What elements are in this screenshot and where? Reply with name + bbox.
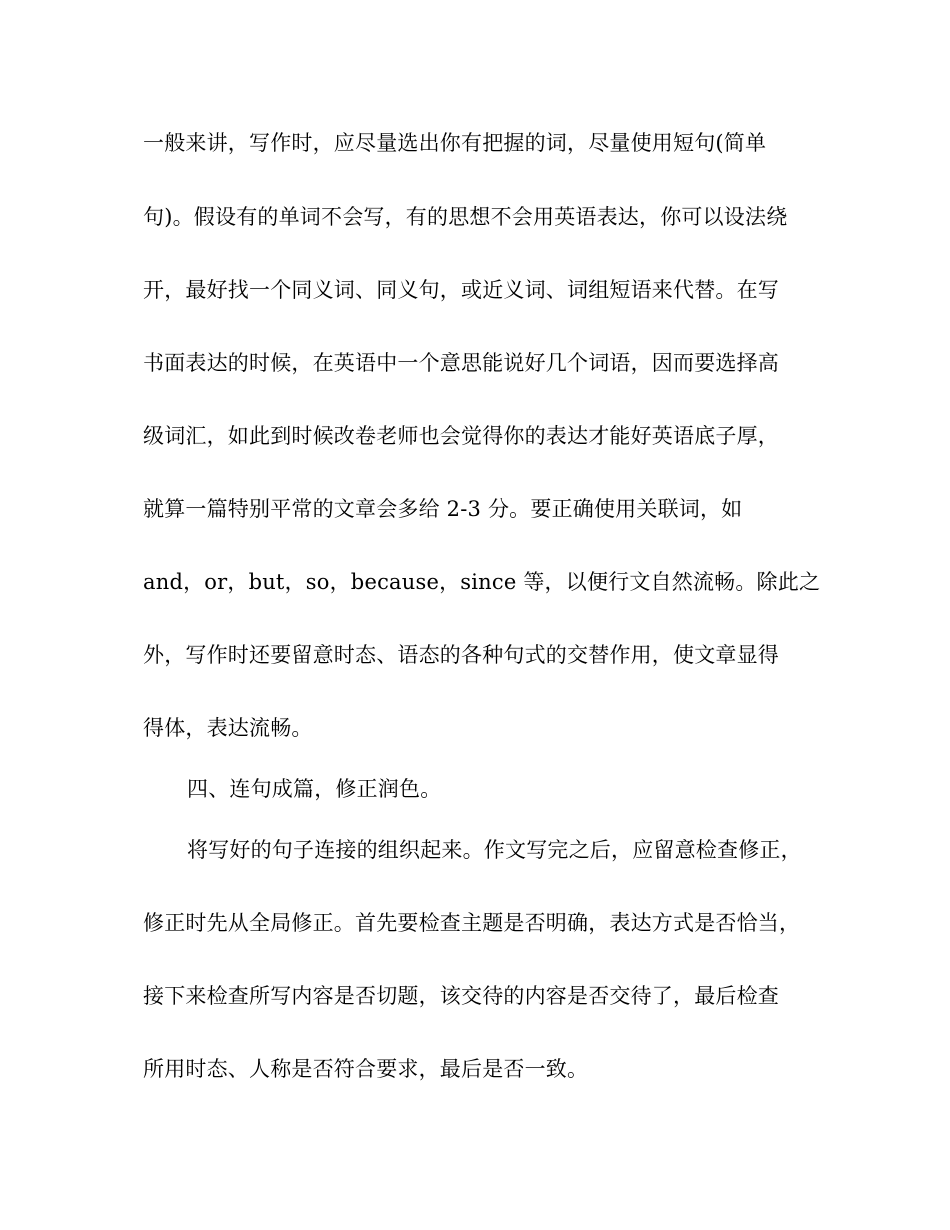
paragraph-2-line-4: 所用时态、人称是否符合要求，最后是否一致。 <box>143 1057 589 1081</box>
paragraph-2-line-3: 接下来检查所写内容是否切题，该交待的内容是否交待了，最后检查 <box>143 984 779 1008</box>
paragraph-1-line-1: 一般来讲，写作时，应尽量选出你有把握的词，尽量使用短句(简单 <box>143 131 767 155</box>
paragraph-1-line-7: and，or，but，so，because，since 等，以便行文自然流畅。除此之 <box>143 570 821 594</box>
paragraph-1-line-6: 就算一篇特别平常的文章会多给 2-3 分。要正确使用关联词，如 <box>143 497 743 521</box>
section-heading: 四、连句成篇，修正润色。 <box>187 777 442 801</box>
paragraph-2-line-1: 将写好的句子连接的组织起来。作文写完之后，应留意检查修正， <box>187 838 802 862</box>
paragraph-1-line-3: 开，最好找一个同义词、同义句，或近义词、词组短语来代替。在写 <box>143 278 779 302</box>
paragraph-1-line-9: 得体，表达流畅。 <box>143 716 313 740</box>
paragraph-1-line-5: 级词汇，如此到时候改卷老师也会觉得你的表达才能好英语底子厚， <box>143 424 779 448</box>
paragraph-1-line-4: 书面表达的时候，在英语中一个意思能说好几个词语，因而要选择高 <box>143 351 779 375</box>
paragraph-2-line-2: 修正时先从全局修正。首先要检查主题是否明确，表达方式是否恰当， <box>143 911 801 935</box>
paragraph-1-line-8: 外，写作时还要留意时态、语态的各种句式的交替作用，使文章显得 <box>143 643 779 667</box>
paragraph-1-line-2: 句)。假设有的单词不会写，有的思想不会用英语表达，你可以设法绕 <box>143 205 788 229</box>
